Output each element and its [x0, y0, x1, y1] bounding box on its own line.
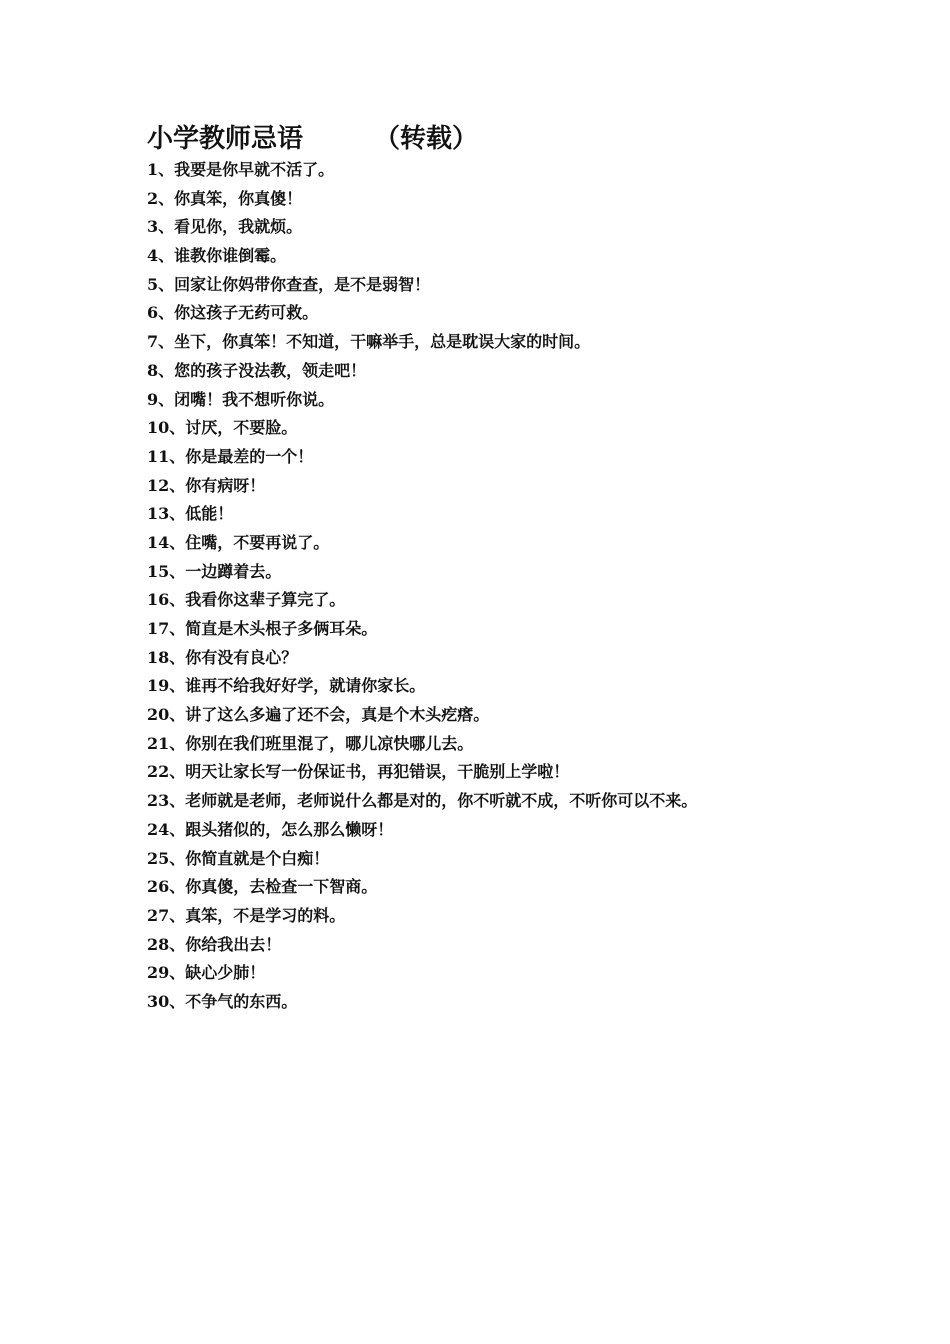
list-item: 18、你有没有良心？ [147, 647, 298, 667]
list-item: 17、简直是木头根子多俩耳朵。 [147, 619, 378, 638]
phrase-list [147, 156, 697, 1017]
list-item: 28、你给我出去！ [147, 934, 282, 954]
list-item: 11、你是最差的一个！ [147, 446, 314, 466]
list-item: 10、讨厌，不要脸。 [147, 418, 298, 438]
list-item: 22、明天让家长写一份保证书，再犯错误，干脆别上学啦！ [147, 762, 570, 782]
list-item: 29、缺心少肺！ [147, 963, 266, 983]
list-item: 26、你真傻，去检查一下智商。 [147, 877, 378, 897]
list-item: 8、您的孩子没法教，领走吧！ [147, 360, 367, 380]
title-source-note: （转载） [374, 124, 479, 154]
list-item: 19、谁再不给我好好学，就请你家长。 [147, 676, 426, 696]
list-item: 20、讲了这么多遍了还不会，真是个木头疙瘩。 [147, 705, 490, 725]
list-item: 25、你简直就是个白痴！ [147, 848, 330, 868]
list-item: 9、闭嘴！我不想听你说。 [147, 389, 335, 409]
list-item: 21、你别在我们班里混了，哪儿凉快哪儿去。 [147, 733, 474, 753]
list-item: 7、坐下，你真笨！不知道，干嘛举手，总是耽误大家的时间。 [147, 332, 591, 352]
list-item: 23、老师就是老师，老师说什么都是对的，你不听就不成，不听你可以不来。 [147, 791, 698, 811]
list-item: 2、你真笨，你真傻！ [147, 188, 303, 208]
title-text: 小学教师忌语 [147, 124, 304, 154]
list-item: 27、真笨，不是学习的料。 [147, 905, 346, 925]
list-item: 6、你这孩子无药可救。 [147, 303, 319, 323]
document-title [147, 121, 478, 157]
list-item: 15、一边蹲着去。 [147, 561, 282, 581]
list-item: 4、谁教你谁倒霉。 [147, 246, 287, 266]
list-item: 12、你有病呀！ [147, 475, 266, 495]
list-item: 16、我看你这辈子算完了。 [147, 590, 346, 610]
list-item: 1、我要是你早就不活了。 [147, 160, 335, 179]
list-item: 3、看见你，我就烦。 [147, 217, 303, 237]
list-item: 14、住嘴，不要再说了。 [147, 532, 330, 552]
list-item: 13、低能！ [147, 504, 234, 524]
list-item: 30、不争气的东西。 [147, 991, 298, 1011]
list-item: 5、回家让你妈带你查查，是不是弱智！ [147, 274, 431, 294]
list-item: 24、跟头猪似的，怎么那么懒呀！ [147, 819, 394, 839]
